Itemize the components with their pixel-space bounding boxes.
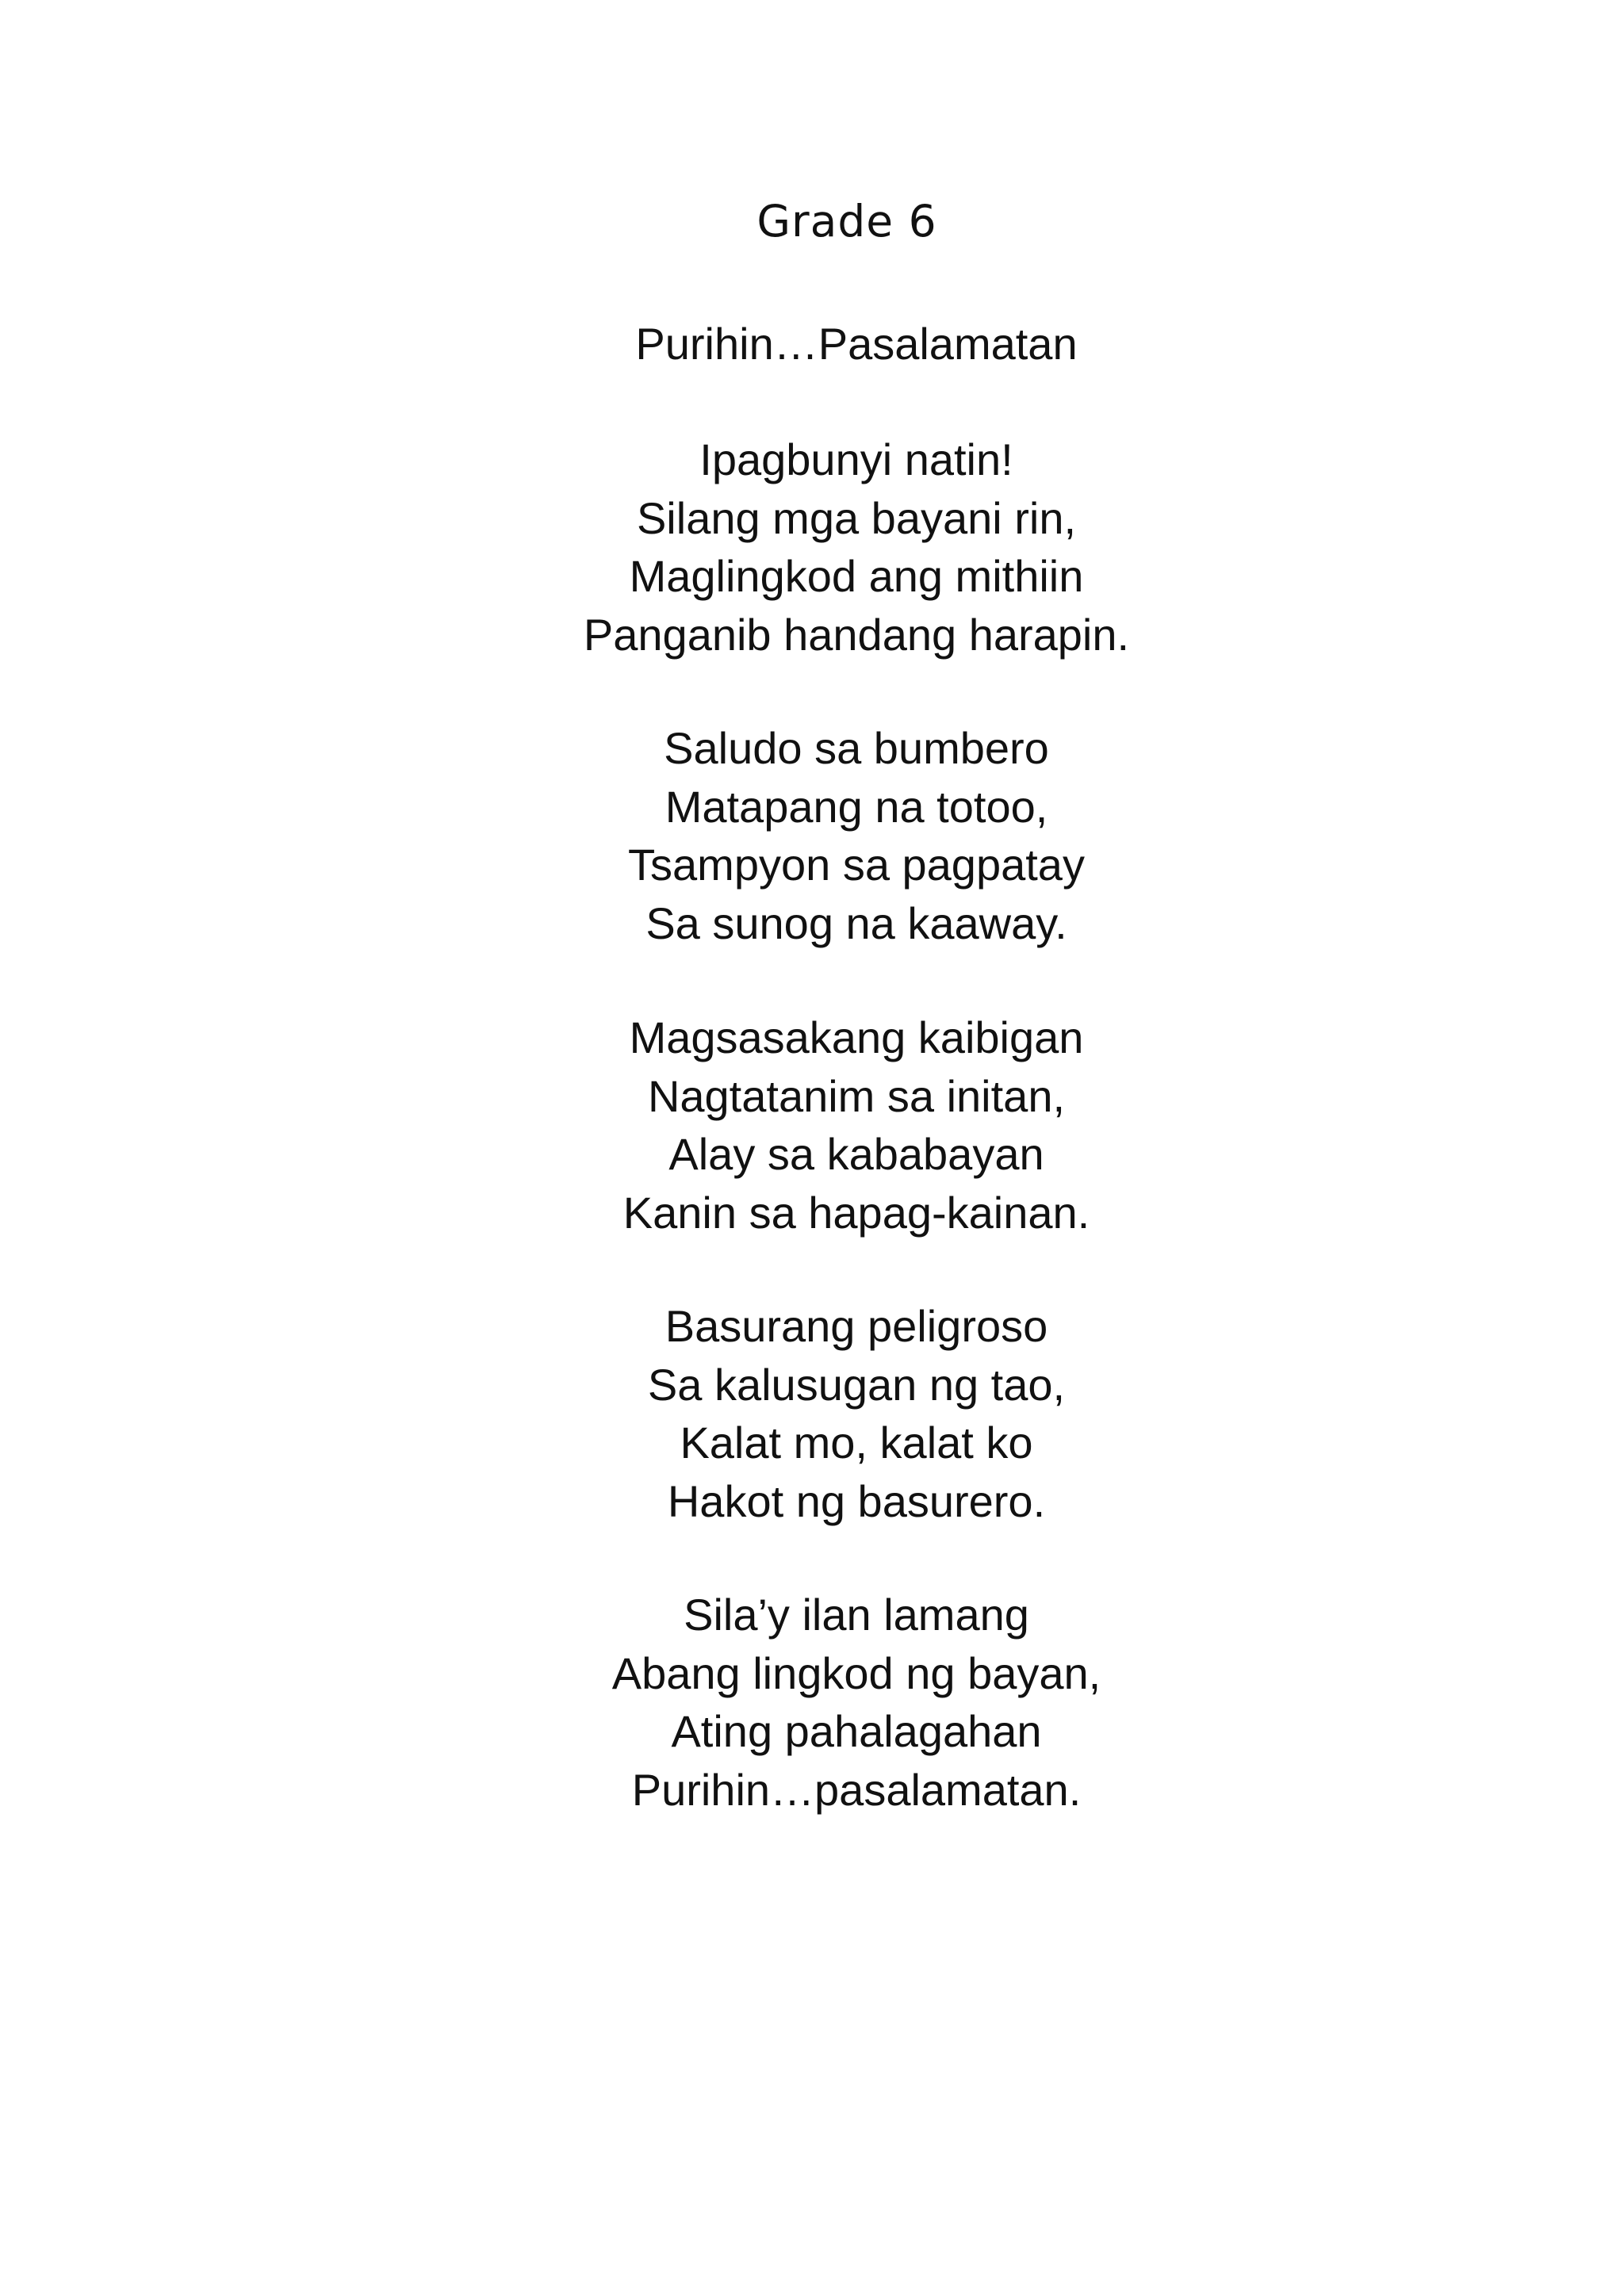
poem-line: Magsasakang kaibigan (629, 1012, 1084, 1062)
poem-line: Sa sunog na kaaway. (645, 897, 1067, 948)
poem-line: Panganib handang harapin. (583, 609, 1130, 660)
poem-line: Sa kalusugan ng tao, (647, 1359, 1066, 1410)
poem-line: Silang mga bayani rin, (636, 492, 1077, 543)
poem-line: Hakot ng basurero. (667, 1475, 1046, 1526)
grade-heading: Grade 6 (756, 196, 937, 247)
poem-line: Purihin…pasalamatan. (631, 1764, 1082, 1815)
poem-line: Abang lingkod ng bayan, (611, 1647, 1101, 1698)
stanza (0, 430, 1624, 664)
poem-line: Nagtatanim sa initan, (647, 1070, 1066, 1121)
stanza (0, 1008, 1624, 1242)
poem-title: Purihin…Pasalamatan (635, 319, 1078, 369)
poem-line: Ipagbunyi natin! (699, 434, 1013, 484)
poem-line: Basurang peligroso (665, 1301, 1048, 1351)
poem-line: Kanin sa hapag-kainan. (622, 1187, 1090, 1238)
poem-line: Alay sa kababayan (668, 1129, 1044, 1179)
poem-line: Matapang na totoo, (665, 781, 1048, 832)
poem-line: Tsampyon sa pagpatay (628, 840, 1085, 890)
stanza (0, 1586, 1624, 1819)
poem-line: Ating pahalagahan (671, 1706, 1042, 1756)
stanza (0, 1297, 1624, 1530)
poem-line: Saludo sa bumbero (664, 723, 1049, 773)
stanza (0, 719, 1624, 952)
poem-line: Kalat mo, kalat ko (680, 1418, 1033, 1468)
poem-line: Sila’y ilan lamang (684, 1590, 1029, 1640)
poem-line: Maglingkod ang mithiin (629, 551, 1084, 601)
